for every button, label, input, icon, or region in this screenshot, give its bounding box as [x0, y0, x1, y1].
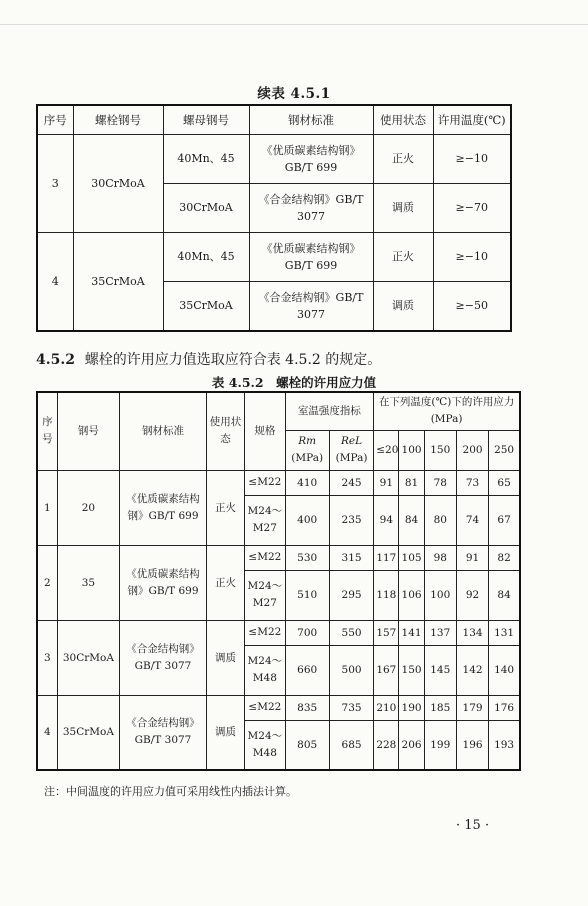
bolt-spec: M24～M48 — [245, 645, 285, 695]
steel-grade: 20 — [57, 470, 120, 545]
stress-value: 81 — [399, 470, 424, 495]
bolt-steel: 35CrMoA — [73, 233, 163, 332]
table-row — [37, 545, 520, 570]
allowed-temp: ≥−50 — [433, 282, 511, 332]
section-number: 4.5.2 — [36, 352, 75, 368]
stress-value: 145 — [424, 645, 456, 695]
rel-unit: (MPa) — [335, 452, 368, 464]
rel-value: 735 — [329, 695, 373, 720]
header-allowable-stress: 在下列温度(℃)下的许用应力(MPa) — [374, 392, 520, 430]
stress-value: 91 — [374, 470, 399, 495]
material-standard: 《合金结构钢》GB/T 3077 — [249, 282, 373, 332]
stress-value: 157 — [374, 620, 399, 645]
stress-value: 141 — [399, 620, 424, 645]
stress-value: 117 — [374, 545, 399, 570]
stress-value: 190 — [399, 695, 424, 720]
stress-value: 92 — [456, 570, 488, 620]
stress-value: 185 — [424, 695, 456, 720]
header-steel: 钢号 — [57, 392, 120, 470]
header-nut-steel: 螺母钢号 — [163, 105, 249, 135]
rm-value: 805 — [285, 720, 329, 770]
material-standard: 《合金结构钢》GB/T 3077 — [120, 620, 207, 695]
rm-value: 660 — [285, 645, 329, 695]
rm-value: 510 — [285, 570, 329, 620]
stress-value: 84 — [489, 570, 520, 620]
stress-value: 67 — [489, 495, 520, 545]
nut-steel: 40Mn、45 — [163, 135, 249, 184]
stress-value: 100 — [424, 570, 456, 620]
bolt-spec: M24～M48 — [245, 720, 285, 770]
table1-header-row — [37, 105, 511, 135]
steel-grade: 35 — [57, 545, 120, 620]
use-state: 正火 — [206, 545, 244, 620]
rel-value: 550 — [329, 620, 373, 645]
table2-body — [37, 470, 520, 770]
stress-value: 196 — [456, 720, 488, 770]
rel-value: 295 — [329, 570, 373, 620]
header-temp: 许用温度(℃) — [433, 105, 511, 135]
use-state: 正火 — [206, 470, 244, 545]
table1-caption: 续表 4.5.1 — [257, 86, 331, 102]
stress-value: 65 — [489, 470, 520, 495]
stress-value: 105 — [399, 545, 424, 570]
header-rel — [329, 430, 373, 470]
bolt-allowable-stress-table — [36, 391, 521, 771]
header-standard: 钢材标准 — [249, 105, 373, 135]
material-standard: 《优质碳素结构钢》GB/T 699 — [249, 135, 373, 184]
header-temp-100: 100 — [399, 430, 424, 470]
stress-value: 193 — [489, 720, 520, 770]
header-room-strength: 室温强度指标 — [285, 392, 374, 430]
stress-value: 78 — [424, 470, 456, 495]
rel-value: 235 — [329, 495, 373, 545]
rm-value: 700 — [285, 620, 329, 645]
stress-value: 134 — [456, 620, 488, 645]
header-state: 使用状态 — [373, 105, 433, 135]
row-no: 1 — [37, 470, 57, 545]
rel-symbol: ReL — [341, 435, 363, 447]
rm-value: 835 — [285, 695, 329, 720]
header-no: 序号 — [37, 392, 57, 470]
bolt-spec: M24～M27 — [245, 495, 285, 545]
table2-header-row-1 — [37, 392, 520, 430]
stress-value: 131 — [489, 620, 520, 645]
material-standard: 《优质碳素结构钢》GB/T 699 — [120, 470, 207, 545]
bolt-spec: ≤M22 — [245, 470, 285, 495]
stress-value: 206 — [399, 720, 424, 770]
stress-value: 140 — [489, 645, 520, 695]
rm-value: 400 — [285, 495, 329, 545]
page-number: · 15 · — [456, 818, 490, 833]
use-state: 调质 — [373, 282, 433, 332]
material-standard: 《优质碳素结构钢》GB/T 699 — [120, 545, 207, 620]
scan-edge-line — [0, 24, 588, 25]
header-no: 序号 — [37, 105, 73, 135]
table-row — [37, 470, 520, 495]
allowed-temp: ≥−10 — [433, 135, 511, 184]
row-no: 4 — [37, 233, 73, 332]
stress-value: 142 — [456, 645, 488, 695]
use-state: 调质 — [206, 620, 244, 695]
stress-value: 94 — [374, 495, 399, 545]
header-temp-200: 200 — [456, 430, 488, 470]
allowed-temp: ≥−70 — [433, 184, 511, 233]
row-no: 3 — [37, 135, 73, 233]
rel-value: 500 — [329, 645, 373, 695]
rel-value: 315 — [329, 545, 373, 570]
stress-value: 210 — [374, 695, 399, 720]
stress-value: 176 — [489, 695, 520, 720]
steel-grade: 35CrMoA — [57, 695, 120, 770]
rm-value: 530 — [285, 545, 329, 570]
material-standard: 《合金结构钢》GB/T 3077 — [120, 695, 207, 770]
bolt-spec: ≤M22 — [245, 620, 285, 645]
nut-steel: 30CrMoA — [163, 184, 249, 233]
use-state: 调质 — [206, 695, 244, 770]
rel-value: 245 — [329, 470, 373, 495]
header-temp-150: 150 — [424, 430, 456, 470]
material-standard: 《合金结构钢》GB/T 3077 — [249, 184, 373, 233]
table-row — [37, 695, 520, 720]
stress-value: 228 — [374, 720, 399, 770]
stress-value: 118 — [374, 570, 399, 620]
use-state: 正火 — [373, 135, 433, 184]
bolt-spec: ≤M22 — [245, 695, 285, 720]
header-bolt-steel: 螺栓钢号 — [73, 105, 163, 135]
table-note: 注：中间温度的许用应力值可采用线性内插法计算。 — [44, 785, 297, 798]
rel-value: 685 — [329, 720, 373, 770]
nut-steel: 40Mn、45 — [163, 233, 249, 282]
stress-value: 74 — [456, 495, 488, 545]
stress-value: 82 — [489, 545, 520, 570]
rm-value: 410 — [285, 470, 329, 495]
header-temp-20: ≤20 — [374, 430, 399, 470]
table-row — [37, 233, 511, 282]
stress-value: 137 — [424, 620, 456, 645]
rm-unit: (MPa) — [291, 452, 324, 464]
stress-value: 91 — [456, 545, 488, 570]
stress-value: 73 — [456, 470, 488, 495]
stress-value: 179 — [456, 695, 488, 720]
stress-value: 167 — [374, 645, 399, 695]
header-state: 使用状态 — [206, 392, 244, 470]
rm-symbol: Rm — [298, 435, 317, 447]
steel-grade: 30CrMoA — [57, 620, 120, 695]
stress-value: 150 — [399, 645, 424, 695]
header-temp-250: 250 — [489, 430, 520, 470]
stress-value: 80 — [424, 495, 456, 545]
use-state: 调质 — [373, 184, 433, 233]
bolt-nut-material-table — [36, 104, 512, 332]
bolt-steel: 30CrMoA — [73, 135, 163, 233]
row-no: 3 — [37, 620, 57, 695]
stress-value: 98 — [424, 545, 456, 570]
header-rm — [285, 430, 329, 470]
material-standard: 《优质碳素结构钢》GB/T 699 — [249, 233, 373, 282]
row-no: 2 — [37, 545, 57, 620]
section-text: 螺栓的许用应力值选取应符合表 4.5.2 的规定。 — [84, 352, 382, 368]
use-state: 正火 — [373, 233, 433, 282]
stress-value: 199 — [424, 720, 456, 770]
table-row — [37, 135, 511, 184]
stress-value: 84 — [399, 495, 424, 545]
bolt-spec: M24～M27 — [245, 570, 285, 620]
allowed-temp: ≥−10 — [433, 233, 511, 282]
table-row — [37, 620, 520, 645]
row-no: 4 — [37, 695, 57, 770]
bolt-spec: ≤M22 — [245, 545, 285, 570]
stress-value: 106 — [399, 570, 424, 620]
header-standard: 钢材标准 — [120, 392, 207, 470]
section-4-5-2 — [36, 349, 556, 369]
nut-steel: 35CrMoA — [163, 282, 249, 332]
header-spec: 规格 — [245, 392, 285, 470]
table2-caption: 表 4.5.2 螺栓的许用应力值 — [211, 375, 377, 390]
